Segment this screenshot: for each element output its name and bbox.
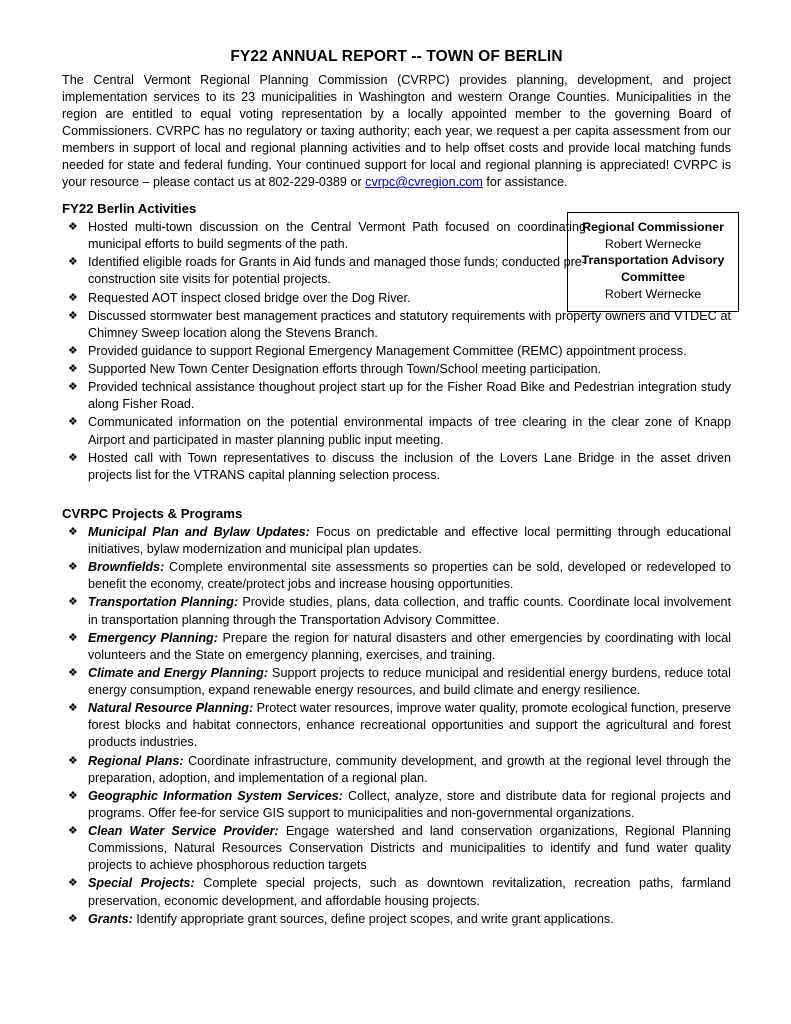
list-item [62,361,731,378]
contact-email-link[interactable]: cvrpc@cvregion.com [365,175,483,189]
program-description: Complete environmental site assessments so properties can be sold, developed or redeveloped to benefit the economy, create/protect jobs and increase housing opportunities. [88,560,731,592]
list-item [62,524,731,558]
list-item [62,875,731,909]
list-item [62,630,731,664]
list-item-text: Discussed stormwater best management practices and statutory requirements with property owners and VTDEC at Chimney Sweep location along the Stevens Branch. [88,308,731,340]
programs-heading: CVRPC Projects & Programs [62,505,243,521]
program-description: Prepare the region for natural disasters and other emergencies by coordinating with local volunteers and the State on emergency planning, exercises, and training. [88,630,731,662]
commissioner-name: Robert Wernecke [604,236,702,251]
program-term: Natural Resource Planning: [88,701,254,716]
diamond-bullet-icon: ❖ [68,221,78,233]
diamond-bullet-icon: ❖ [68,525,78,538]
tac-title: Transportation Advisory Committee [581,253,725,285]
program-description: Focus on predictable and effective local permitting through educational initiatives, bylaw modernization and municipal plan updates. [88,524,731,556]
list-item-text: Communicated information on the potential environmental impacts of tree clearing in the clear zone of Knapp Airport and participated in master planning public input meeting. [88,415,731,447]
diamond-bullet-icon: ❖ [68,256,78,269]
list-item [62,290,586,307]
list-item [62,343,731,360]
diamond-bullet-icon: ❖ [68,344,78,357]
diamond-bullet-icon: ❖ [68,912,78,925]
list-item-text: Supported New Town Center Designation efforts through Town/School meeting participation. [88,362,602,376]
program-term: Brownfields: [88,560,165,575]
diamond-bullet-icon: ❖ [68,416,78,429]
activities-heading: FY22 Berlin Activities [62,201,197,216]
program-term: Regional Plans: [88,753,184,768]
program-description: Support projects to reduce municipal and residential energy burdens, reduce total energy consumption, expand renewable energy resources, and build climate and energy resilience. [88,665,731,697]
diamond-bullet-icon: ❖ [68,381,78,394]
diamond-bullet-icon: ❖ [68,631,78,644]
program-term: Climate and Energy Planning: [88,665,269,680]
program-description: Engage watershed and land conservation organizations, Regional Planning Commissions, Natural Resources Conservation Districts and municipalities to identify and fund water quality projects to achieve phosphorous reduction targets [88,824,731,873]
diamond-bullet-icon: ❖ [68,702,78,715]
list-item [62,308,731,342]
programs-list [62,524,731,928]
page-title: FY22 ANNUAL REPORT -- TOWN OF BERLIN [230,48,563,65]
diamond-bullet-icon: ❖ [68,363,78,375]
list-item-text: Requested AOT inspect closed bridge over the Dog River. [88,290,411,305]
list-item [62,911,731,928]
list-item [62,753,731,787]
intro-text-part1: The Central Vermont Regional Planning Commission (CVRPC) provides planning, development, and project implementation services to its 23 municipalities in Washington and western Orange Counties. Municipalities in the region are entitled to equal voting representation by a locally appointed member to the governing Board of Commissioners. CVRPC has no regulatory or taxing authority; each year, we request a per capita assessment from our members in support of local and regional planning activities and to help offset costs and provide local matching funds needed for state and federal funding. Your continued support for local and regional planning is appreciated! CVRPC is your resource – please contact us at 802-229-0389 or [62,73,731,189]
list-item [62,700,731,751]
program-description: Coordinate infrastructure, community development, and growth at the regional level through the preparation, adoption, and implementation of a regional plan. [88,753,731,785]
diamond-bullet-icon: ❖ [68,561,78,574]
program-term: Clean Water Service Provider: [88,824,279,838]
list-item-text: Provided technical assistance thoughout project start up for the Fisher Road Bike and Pedestrian integration study along Fisher Road. [88,380,731,412]
diamond-bullet-icon: ❖ [68,825,78,837]
diamond-bullet-icon: ❖ [68,596,78,609]
program-term: Municipal Plan and Bylaw Updates: [88,524,310,539]
diamond-bullet-icon: ❖ [68,451,78,464]
list-item-text: Identified eligible roads for Grants in Aid funds and managed those funds; conducted pre-construction site visits for potential projects. [88,255,586,287]
list-item [62,594,731,628]
program-term: Grants: [88,911,133,926]
program-term: Geographic Information System Services: [88,788,344,803]
intro-paragraph [62,72,731,191]
list-item [62,379,731,413]
diamond-bullet-icon: ❖ [68,789,78,802]
program-description: Identify appropriate grant sources, define project scopes, and write grant applications. [132,911,614,926]
diamond-bullet-icon: ❖ [68,754,78,767]
list-item [62,559,731,593]
diamond-bullet-icon: ❖ [68,666,78,679]
commissioner-role-title: Regional Commissioner [582,220,724,234]
program-term: Emergency Planning: [88,630,218,645]
list-item [62,254,586,288]
regional-commissioner-box [567,212,739,312]
tac-member-name: Robert Wernecke [604,286,702,301]
list-item [62,450,731,484]
program-description: Collect, analyze, store and distribute data for regional projects and programs. Offer fee-for service GIS support to municipalities and non-governmental organizations. [88,788,731,820]
diamond-bullet-icon: ❖ [68,309,78,322]
list-item [62,788,731,822]
list-item [62,823,731,874]
program-description: Protect water resources, improve water quality, promote ecological function, preserve forest blocks and habitat connectors, enhance recreational opportunities and support the agricultural and forest products industries. [88,701,731,750]
program-description: Provide studies, plans, data collection, and traffic counts. Coordinate local involvement in transportation planning through the Transportation Advisory Committee. [88,595,731,627]
intro-text-part2: for assistance. [482,175,568,189]
list-item-text: Provided guidance to support Regional Emergency Management Committee (REMC) appointment process. [88,343,687,358]
program-term: Special Projects: [88,876,195,891]
program-description: Complete special projects, such as downtown revitalization, recreation paths, farmland preservation, economic development, and affordable housing projects. [88,876,731,908]
program-term: Transportation Planning: [88,595,239,610]
list-item-text: Hosted multi-town discussion on the Central Vermont Path focused on coordinating municipal efforts to build segments of the path. [88,220,586,252]
diamond-bullet-icon: ❖ [68,877,78,890]
list-item-text: Hosted call with Town representatives to discuss the inclusion of the Lovers Lane Bridge in the asset driven projects list for the VTRANS capital planning selection process. [88,450,731,482]
list-item [62,414,731,448]
list-item [62,665,731,699]
diamond-bullet-icon: ❖ [68,291,78,304]
list-item [62,219,586,253]
